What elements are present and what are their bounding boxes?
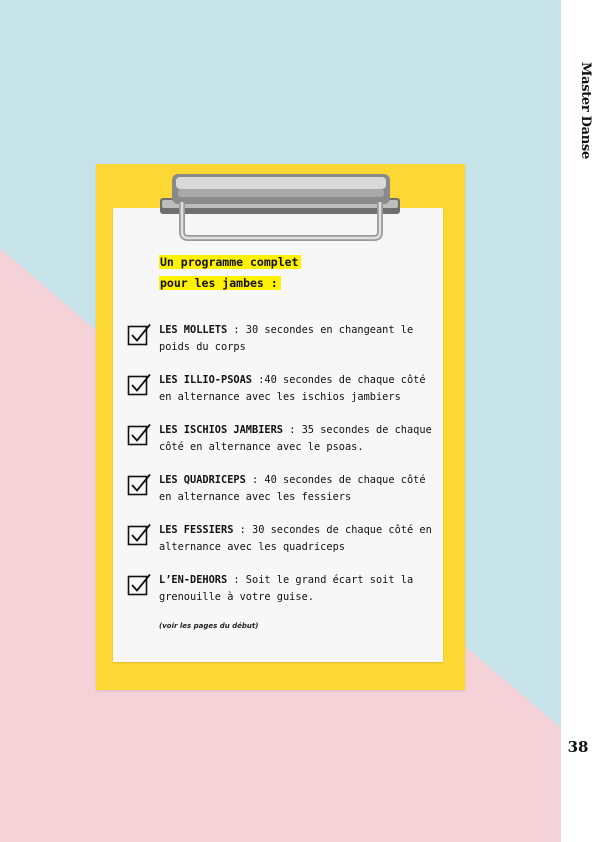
list-item-text	[159, 472, 437, 505]
list-item	[127, 422, 437, 455]
list-item-desc: :40 secondes de chaque côté en alternance avec les ischios jambiers	[159, 374, 426, 403]
checkbox-checked-icon	[127, 472, 151, 496]
list-item-text	[159, 322, 437, 355]
list-item-desc: : 30 secondes en changeant le poids du corps	[159, 324, 414, 353]
list-item	[127, 372, 437, 405]
list-item-term: LES ILLIO-PSOAS	[159, 374, 252, 386]
heading-line-1: Un programme complet	[159, 255, 301, 269]
checkbox-checked-icon	[127, 372, 151, 396]
list-item-text	[159, 372, 437, 405]
heading-line-2: pour les jambes :	[159, 276, 281, 290]
checklist	[127, 322, 437, 605]
clipboard-clip	[158, 172, 404, 242]
list-item-desc: : 35 secondes de chaque côté en alternance avec le psoas.	[159, 424, 432, 453]
list-item	[127, 522, 437, 555]
checkbox-checked-icon	[127, 522, 151, 546]
checklist-content	[127, 252, 437, 630]
list-item-term: LES ISCHIOS JAMBIERS	[159, 424, 283, 436]
checkbox-checked-icon	[127, 422, 151, 446]
list-item-desc: : Soit le grand écart soit la grenouille à votre guise.	[159, 574, 414, 603]
list-item-term: L’EN-DEHORS	[159, 574, 228, 586]
list-item-desc: : 40 secondes de chaque côté en alternance avec les fessiers	[159, 474, 426, 503]
list-item-text	[159, 572, 437, 605]
list-item-term: LES FESSIERS	[159, 524, 234, 536]
list-item-term: LES QUADRICEPS	[159, 474, 246, 486]
heading	[159, 252, 437, 294]
page-number: 38	[567, 738, 589, 756]
list-item-text	[159, 522, 437, 555]
checkbox-checked-icon	[127, 322, 151, 346]
list-item-desc: : 30 secondes de chaque côté en alternance avec les quadriceps	[159, 524, 432, 553]
checkbox-checked-icon	[127, 572, 151, 596]
list-item	[127, 322, 437, 355]
list-item-text	[159, 422, 437, 455]
running-title: Master Danse	[578, 62, 593, 159]
list-item-term: LES MOLLETS	[159, 324, 228, 336]
footnote: (voir les pages du début)	[159, 622, 259, 630]
list-item	[127, 472, 437, 505]
list-item	[127, 572, 437, 605]
